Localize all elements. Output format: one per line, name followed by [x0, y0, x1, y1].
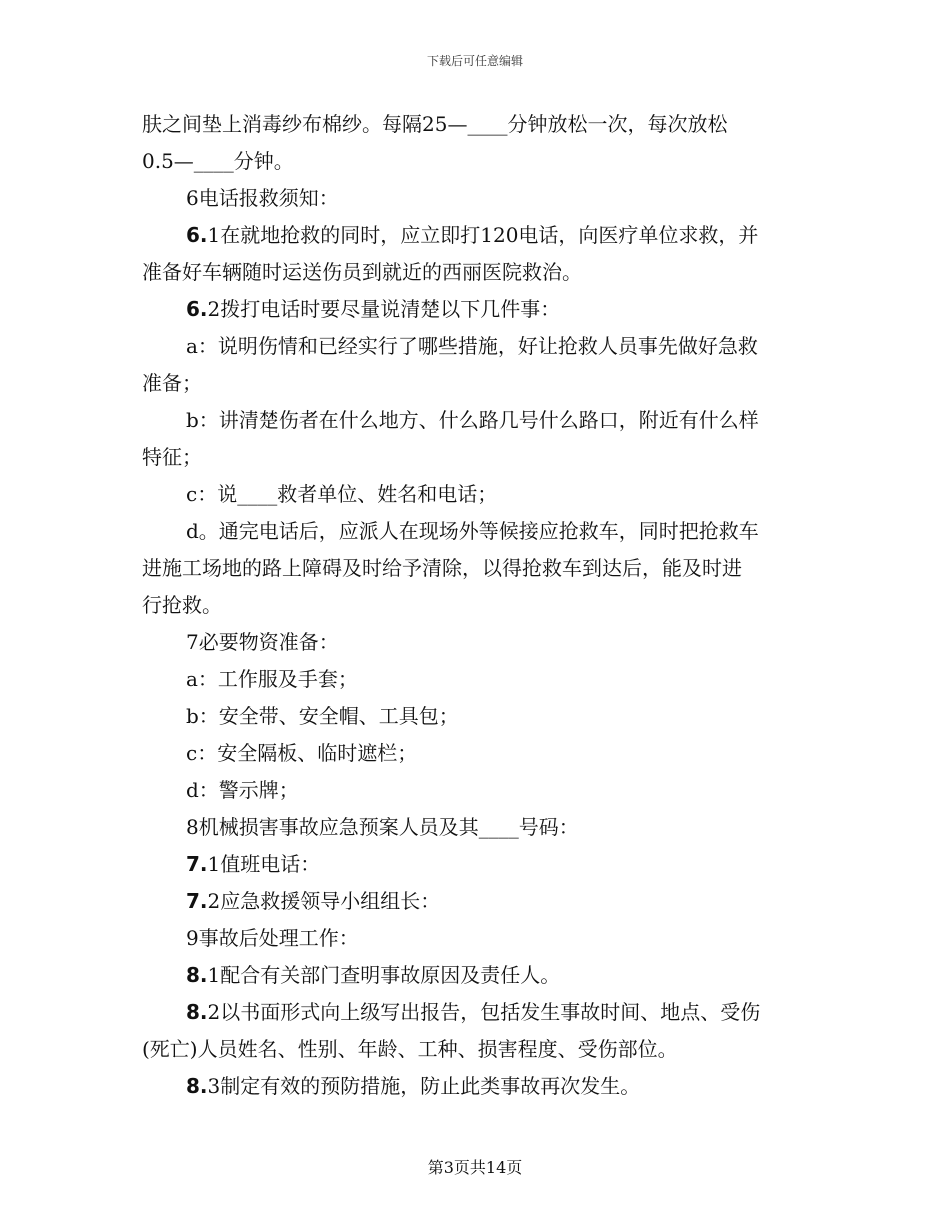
text-line: 8.2以书面形式向上级写出报告，包括发生事故时间、地点、受伤: [186, 1000, 761, 1024]
section-heading: 6电话报救须知：: [186, 186, 339, 210]
item-number: 8.: [186, 1000, 208, 1024]
text-line: 肤之间垫上消毒纱布棉纱。每隔25—____分钟放松一次，每次放松: [142, 112, 728, 136]
text-line: 7.2应急救援领导小组组长：: [186, 889, 441, 913]
text-line: b：讲清楚伤者在什么地方、什么路几号什么路口，附近有什么样: [186, 408, 759, 432]
text-line: 准备好车辆随时运送伤员到就近的西丽医院救治。: [142, 260, 582, 284]
text-line: 8.3制定有效的预防措施，防止此类事故再次发生。: [186, 1074, 641, 1098]
page-number-footer: 第3页共14页: [427, 1158, 523, 1177]
text-line: 特征；: [142, 445, 202, 469]
item-number: 6.: [186, 297, 208, 321]
section-heading: 9事故后处理工作：: [186, 926, 359, 950]
text-line: d：警示牌；: [186, 778, 299, 802]
text-line: 准备；: [142, 371, 202, 395]
text-line: c：安全隔板、临时遮栏；: [186, 741, 418, 765]
item-number: 7.: [186, 852, 208, 876]
section-heading: 8机械损害事故应急预案人员及其____号码：: [186, 815, 579, 839]
text-line: 7.1值班电话：: [186, 852, 321, 876]
text-line: 6.2拨打电话时要尽量说清楚以下几件事：: [186, 297, 561, 321]
section-heading: 7必要物资准备：: [186, 630, 339, 654]
text-line: d。通完电话后，应派人在现场外等候接应抢救车，同时把抢救车: [186, 519, 759, 543]
text-line: 0.5—____分钟。: [142, 149, 294, 173]
item-number: 7.: [186, 889, 208, 913]
text-line: c：说____救者单位、姓名和电话；: [186, 482, 498, 506]
text-line: 8.1配合有关部门查明事故原因及责任人。: [186, 963, 561, 987]
item-number: 8.: [186, 1074, 208, 1098]
text-line: 6.1在就地抢救的同时，应立即打120电话，向医疗单位求救，并: [186, 223, 759, 247]
text-line: a：工作服及手套；: [186, 667, 358, 691]
item-number: 6.: [186, 223, 208, 247]
item-number: 8.: [186, 963, 208, 987]
text-line: (死亡)人员姓名、性别、年龄、工种、损害程度、受伤部位。: [142, 1037, 678, 1061]
text-line: a：说明伤情和已经实行了哪些措施，好让抢救人员事先做好急救: [186, 334, 758, 358]
document-body: [142, 106, 812, 1105]
text-line: 进施工场地的路上障碍及时给予清除，以得抢救车到达后，能及时进: [142, 556, 742, 580]
text-line: 行抢救。: [142, 593, 222, 617]
page-header: 下载后可任意编辑: [426, 54, 523, 68]
text-line: b：安全带、安全帽、工具包；: [186, 704, 459, 728]
